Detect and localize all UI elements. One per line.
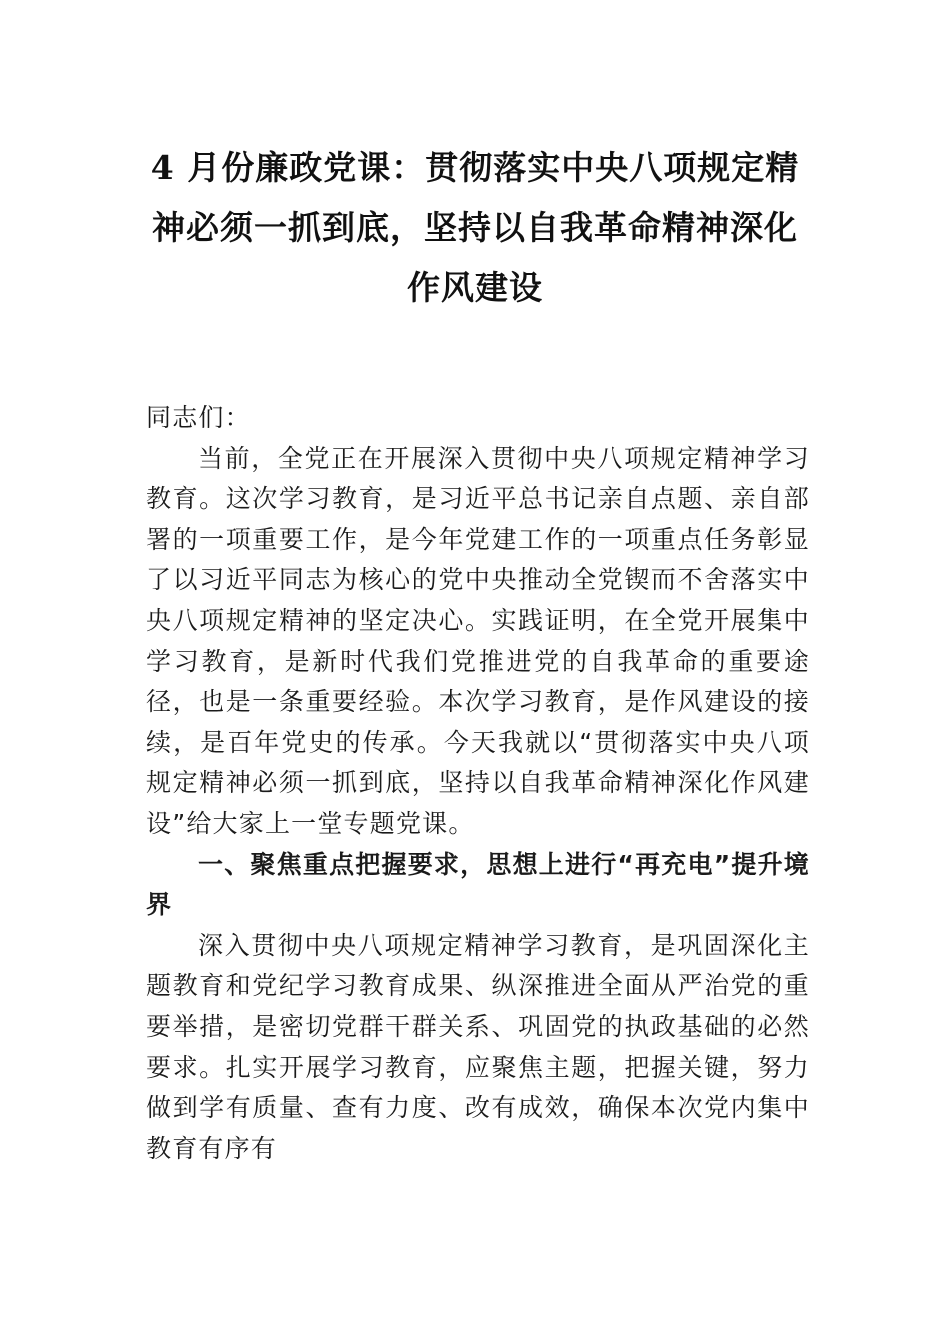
document-title: 4 月份廉政党课：贯彻落实中央八项规定精神必须一抓到底，坚持以自我革命精神深化作风建设 xyxy=(150,148,800,307)
document-body xyxy=(146,398,810,1169)
greeting: 同志们： xyxy=(146,403,251,432)
section-paragraph: 深入贯彻中央八项规定精神学习教育，是巩固深化主题教育和党纪学习教育成果、纵深推进全面从严治党的重要举措，是密切党群干群关系、巩固党的执政基础的必然要求。扎实开展学习教育，应聚焦主题，把握关键，努力做到学有质量、查有力度、改有成效，确保本次党内集中教育有序有 xyxy=(146,930,810,1163)
intro-paragraph: 当前，全党正在开展深入贯彻中央八项规定精神学习教育。这次学习教育，是习近平总书记亲自点题、亲自部署的一项重要工作，是今年党建工作的一项重点任务彰显了以习近平同志为核心的党中央推动全党锲而不舍落实中央八项规定精神的坚定决心。实践证明，在全党开展集中学习教育，是新时代我们党推进党的自我革命的重要途径，也是一条重要经验。本次学习教育，是作风建设的接续，是百年党史的传承。今天我就以“贯彻落实中央八项规定精神必须一抓到底，坚持以自我革命精神深化作风建设”给大家上一堂专题党课。 xyxy=(146,443,810,838)
section-heading: 一、聚焦重点把握要求，思想上进行“再充电”提升境界 xyxy=(146,849,810,920)
